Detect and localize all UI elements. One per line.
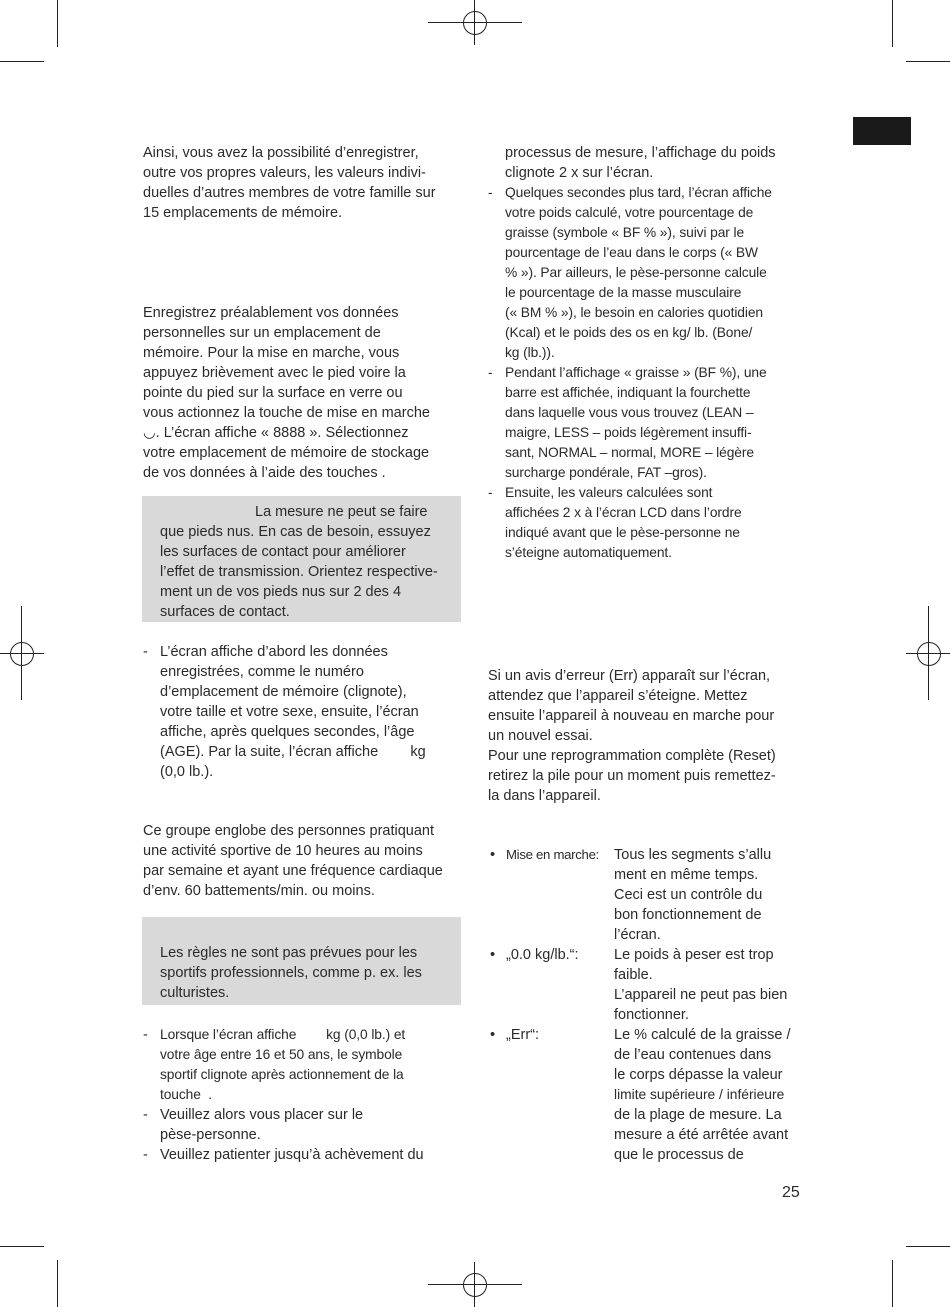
text-line: personnelles sur un emplacement de xyxy=(143,325,381,341)
registration-line xyxy=(906,653,950,654)
text-line: surfaces de contact. xyxy=(160,604,290,620)
text-line: (AGE). Par la suite, l’écran affiche kg xyxy=(160,744,426,760)
crop-mark xyxy=(906,1246,950,1247)
text-line: Veuillez alors vous placer sur le xyxy=(160,1107,364,1123)
text-line: barre est affichée, indiquant la fourchette xyxy=(505,385,751,400)
table-row-value xyxy=(614,1025,815,1165)
text-line: pointe du pied sur la surface en verre ou xyxy=(143,385,403,401)
text-line: la dans l’appareil. xyxy=(488,788,601,804)
list-item xyxy=(488,483,810,563)
list-item-text xyxy=(160,642,463,782)
text-line: L’écran affiche d’abord les données xyxy=(160,644,388,660)
text-line: ment un de vos pieds nus sur 2 des 4 xyxy=(160,584,402,600)
list-item xyxy=(143,1025,463,1105)
text-line: processus de mesure, l’affichage du poids xyxy=(505,145,776,161)
text-line: maigre, LESS – poids légèrement insuffi- xyxy=(505,425,752,440)
dash: - xyxy=(488,485,493,500)
list-item-text xyxy=(160,1025,463,1105)
text-line: culturistes. xyxy=(160,985,230,1001)
text-line: s’éteigne automatiquement. xyxy=(505,545,672,560)
text-line: Ceci est un contrôle du xyxy=(614,887,763,903)
list-item xyxy=(143,642,463,782)
text-line: un nouvel essai. xyxy=(488,728,593,744)
text-line: d’emplacement de mémoire (clignote), xyxy=(160,684,407,700)
text-line: que pieds nus. En cas de besoin, essuyez xyxy=(160,524,431,540)
text-line: Veuillez patienter jusqu’à achèvement du xyxy=(160,1147,424,1163)
list-item xyxy=(488,183,810,363)
text-line: Pendant l’affichage « graisse » (BF %), une xyxy=(505,365,767,380)
text-line: (Kcal) et le poids des os en kg/ lb. (Bone/ xyxy=(505,325,753,340)
text-line: les surfaces de contact pour améliorer xyxy=(160,544,406,560)
text-line: % »). Par ailleurs, le pèse-personne calcule xyxy=(505,265,767,280)
text-line: kg (lb.)). xyxy=(505,345,555,360)
text-line: Lorsque l’écran affiche kg (0,0 lb.) et xyxy=(160,1027,406,1042)
registration-line xyxy=(428,22,522,23)
text-line: retirez la pile pour un moment puis remettez- xyxy=(488,768,776,784)
text-line: que le processus de xyxy=(614,1147,744,1163)
text-line: Ensuite, les valeurs calculées sont xyxy=(505,485,713,500)
text-line: Quelques secondes plus tard, l’écran affiche xyxy=(505,185,772,200)
registration-mark-right xyxy=(917,642,941,666)
table-row-label: „Err“: xyxy=(506,1027,540,1043)
text-line: mesure a été arrêtée avant xyxy=(614,1127,789,1143)
crop-mark xyxy=(906,61,950,62)
text-line: Tous les segments s’allu xyxy=(614,847,772,863)
results-list xyxy=(488,183,810,563)
text-line: ment en même temps. xyxy=(614,867,759,883)
crop-mark xyxy=(0,61,44,62)
text-line: pèse-personne. xyxy=(160,1127,261,1143)
error-paragraph xyxy=(488,666,813,806)
note-box-barefoot-text xyxy=(160,502,455,622)
text-line: l’écran. xyxy=(614,927,661,943)
table-row xyxy=(490,1025,815,1165)
crop-mark xyxy=(0,1246,44,1247)
list-item-text xyxy=(505,363,810,483)
group-paragraph xyxy=(143,821,465,901)
text-line: Le % calculé de la graisse / xyxy=(614,1027,791,1043)
crop-mark xyxy=(892,0,893,47)
text-line: de l’eau contenues dans xyxy=(614,1047,772,1063)
text-line: par semaine et ayant une fréquence cardiaque xyxy=(143,863,443,879)
text-line: clignote 2 x sur l’écran. xyxy=(505,165,654,181)
dash: - xyxy=(143,1107,148,1123)
registration-mark-bottom xyxy=(463,1273,487,1297)
text-line: Si un avis d’erreur (Err) apparaît sur l’écran, xyxy=(488,668,771,684)
text-line: enregistrées, comme le numéro xyxy=(160,664,364,680)
text-line: (0,0 lb.). xyxy=(160,764,214,780)
registration-mark-top xyxy=(463,11,487,35)
text-line: votre poids calculé, votre pourcentage de xyxy=(505,205,754,220)
text-line: pourcentage de l’eau dans le corps (« BW xyxy=(505,245,758,260)
text-line: sant, NORMAL – normal, MORE – légère xyxy=(505,445,754,460)
list-item-text xyxy=(160,1145,463,1165)
text-line: de la plage de mesure. La xyxy=(614,1107,782,1123)
messages-table xyxy=(490,845,815,1165)
text-line: graisse (symbole « BF % »), suivi par le xyxy=(505,225,745,240)
text-line: l’effet de transmission. Orientez respective- xyxy=(160,564,438,580)
text-line: le corps dépasse la valeur xyxy=(614,1067,783,1083)
list-item-text xyxy=(160,1105,463,1145)
text-line: affiche, après quelques secondes, l’âge xyxy=(160,724,415,740)
text-line: (« BM % »), le besoin en calories quotidien xyxy=(505,305,763,320)
registration-line xyxy=(428,1284,522,1285)
text-line: d’env. 60 battements/min. ou moins. xyxy=(143,883,375,899)
text-line: Les règles ne sont pas prévues pour les xyxy=(160,945,418,961)
text-line: fonctionner. xyxy=(614,1007,689,1023)
text-line: outre vos propres valeurs, les valeurs indivi- xyxy=(143,165,426,181)
text-line: mémoire. Pour la mise en marche, vous xyxy=(143,345,400,361)
text-line: touche . xyxy=(160,1087,213,1102)
text-line: ensuite l’appareil à nouveau en marche pour xyxy=(488,708,775,724)
register-paragraph xyxy=(143,303,465,483)
registration-mark-left xyxy=(10,642,34,666)
table-row xyxy=(490,845,815,945)
dash: - xyxy=(488,365,493,380)
text-line: bon fonctionnement de xyxy=(614,907,762,923)
page-number: 25 xyxy=(782,1184,800,1201)
crop-mark xyxy=(57,0,58,47)
text-line: votre âge entre 16 et 50 ans, le symbole xyxy=(160,1047,403,1062)
display-list xyxy=(143,642,463,782)
continued-lines xyxy=(505,143,810,183)
registration-line xyxy=(0,653,44,654)
text-line: affichées 2 x à l’écran LCD dans l’ordre xyxy=(505,505,742,520)
text-line: Pour une reprogrammation complète (Reset) xyxy=(488,748,776,764)
text-line: appuyez brièvement avec le pied voire la xyxy=(143,365,406,381)
text-line: votre taille et votre sexe, ensuite, l’écran xyxy=(160,704,419,720)
text-line: indiqué avant que le pèse-personne ne xyxy=(505,525,740,540)
text-line: de vos données à l’aide des touches . xyxy=(143,465,386,481)
text-line: dans laquelle vous vous trouvez (LEAN – xyxy=(505,405,754,420)
text-line: votre emplacement de mémoire de stockage xyxy=(143,445,430,461)
list-item xyxy=(488,363,810,483)
table-row-label: Mise en marche: xyxy=(506,847,599,862)
memory-paragraph xyxy=(143,143,463,223)
text-line: surcharge pondérale, FAT –gros). xyxy=(505,465,707,480)
language-tab xyxy=(853,117,911,145)
text-line: sportifs professionnels, comme p. ex. les xyxy=(160,965,422,981)
note-box-sportsmen-text xyxy=(160,943,455,1003)
text-line: attendez que l’appareil s’éteigne. Mettez xyxy=(488,688,748,704)
text-line: limite supérieure / inférieure xyxy=(614,1087,785,1102)
bullet: • xyxy=(490,947,496,963)
table-row-value xyxy=(614,845,815,945)
list-item-text xyxy=(505,183,810,363)
text-line: vous actionnez la touche de mise en marche xyxy=(143,405,430,421)
list-item xyxy=(143,1105,463,1145)
dash: - xyxy=(143,644,148,660)
text-line: Enregistrez préalablement vos données xyxy=(143,305,399,321)
table-row-value xyxy=(614,945,815,1025)
text-line: Ce groupe englobe des personnes pratiquant xyxy=(143,823,435,839)
text-line: duelles d’autres membres de votre famille sur xyxy=(143,185,436,201)
list-item xyxy=(143,1145,463,1165)
table-row-label: „0.0 kg/lb.“: xyxy=(506,947,579,963)
bullet: • xyxy=(490,1027,496,1043)
text-line: une activité sportive de 10 heures au moins xyxy=(143,843,423,859)
text-line: sportif clignote après actionnement de la xyxy=(160,1067,404,1082)
list-item-text xyxy=(505,483,810,563)
sport-list xyxy=(143,1025,463,1165)
dash: - xyxy=(143,1147,148,1163)
text-line: Le poids à peser est trop xyxy=(614,947,774,963)
text-line: le pourcentage de la masse musculaire xyxy=(505,285,742,300)
text-line: Ainsi, vous avez la possibilité d’enregistrer, xyxy=(143,145,419,161)
text-line: La mesure ne peut se faire xyxy=(255,504,428,520)
text-line: 15 emplacements de mémoire. xyxy=(143,205,343,221)
text-line: L’appareil ne peut pas bien xyxy=(614,987,788,1003)
bullet: • xyxy=(490,847,496,863)
text-line: ◡. L’écran affiche « 8888 ». Sélectionnez xyxy=(143,425,409,441)
dash: - xyxy=(143,1027,148,1043)
dash: - xyxy=(488,185,493,200)
table-row xyxy=(490,945,815,1025)
text-line: faible. xyxy=(614,967,653,983)
crop-mark xyxy=(892,1260,893,1307)
crop-mark xyxy=(57,1260,58,1307)
